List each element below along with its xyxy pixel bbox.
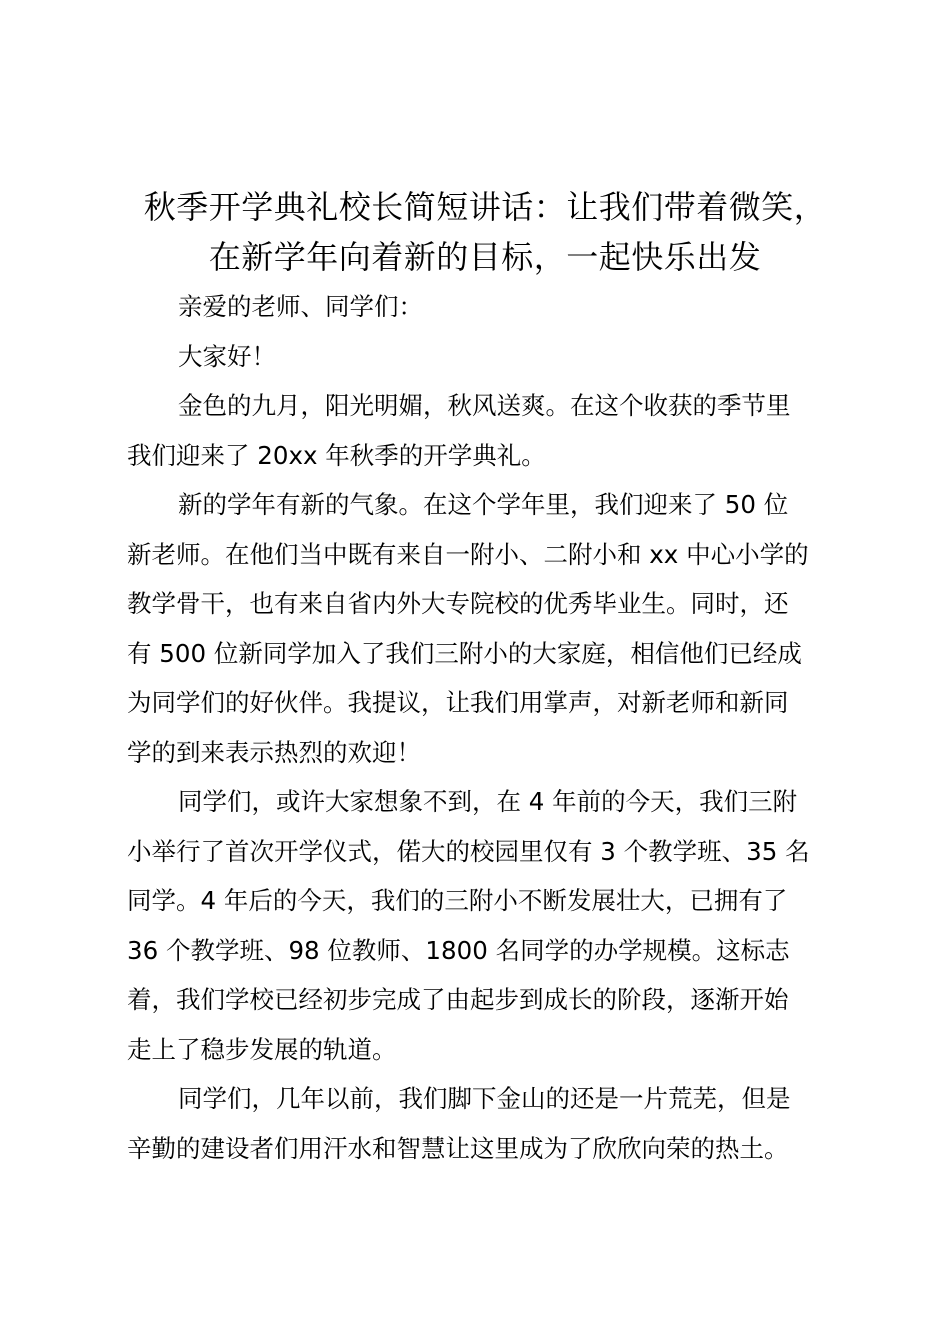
greeting-paragraph <box>127 332 833 382</box>
text-line: 同学们，或许大家想象不到，在 4 年前的今天，我们三附 <box>178 787 798 816</box>
body-paragraph <box>127 1074 833 1173</box>
title-line: 在新学年向着新的目标，一起快乐出发 <box>208 238 762 276</box>
text-line: 同学们，几年以前，我们脚下金山的还是一片荒芜，但是 <box>178 1084 791 1113</box>
text-line: 我们迎来了 20xx 年秋季的开学典礼。 <box>127 440 546 470</box>
text-line: 亲爱的老师、同学们： <box>178 292 423 321</box>
text-line: 教学骨干，也有来自省内外大专院校的优秀毕业生。同时，还 <box>127 589 789 618</box>
salutation-paragraph <box>127 282 833 332</box>
text-line: 学的到来表示热烈的欢迎！ <box>127 737 421 767</box>
text-line: 同学。4 年后的今天，我们的三附小不断发展壮大，已拥有了 <box>127 886 788 915</box>
document-body <box>127 282 833 1173</box>
body-paragraph <box>127 381 833 480</box>
body-paragraph <box>127 777 833 1074</box>
body-paragraph <box>127 480 833 777</box>
text-line: 新老师。在他们当中既有来自一附小、二附小和 xx 中心小学的 <box>127 539 809 569</box>
text-line: 大家好！ <box>178 341 276 371</box>
text-line: 为同学们的好伙伴。我提议，让我们用掌声，对新老师和新同 <box>127 688 789 717</box>
text-line: 金色的九月，阳光明媚，秋风送爽。在这个收获的季节里 <box>178 391 791 420</box>
text-line: 着，我们学校已经初步完成了由起步到成长的阶段，逐渐开始 <box>127 985 789 1014</box>
text-line: 36 个教学班、98 位教师、1800 名同学的办学规模。这标志 <box>127 935 790 965</box>
text-line: 走上了稳步发展的轨道。 <box>127 1034 397 1064</box>
title-line: 秋季开学典礼校长简短讲话：让我们带着微笑， <box>143 188 827 226</box>
text-line: 小举行了首次开学仪式，偌大的校园里仅有 3 个教学班、35 名 <box>127 836 810 866</box>
document-title <box>100 182 870 282</box>
text-line: 有 500 位新同学加入了我们三附小的大家庭，相信他们已经成 <box>127 638 802 668</box>
text-line: 辛勤的建设者们用汗水和智慧让这里成为了欣欣向荣的热土。 <box>127 1133 789 1163</box>
text-line: 新的学年有新的气象。在这个学年里，我们迎来了 50 位 <box>178 490 789 519</box>
